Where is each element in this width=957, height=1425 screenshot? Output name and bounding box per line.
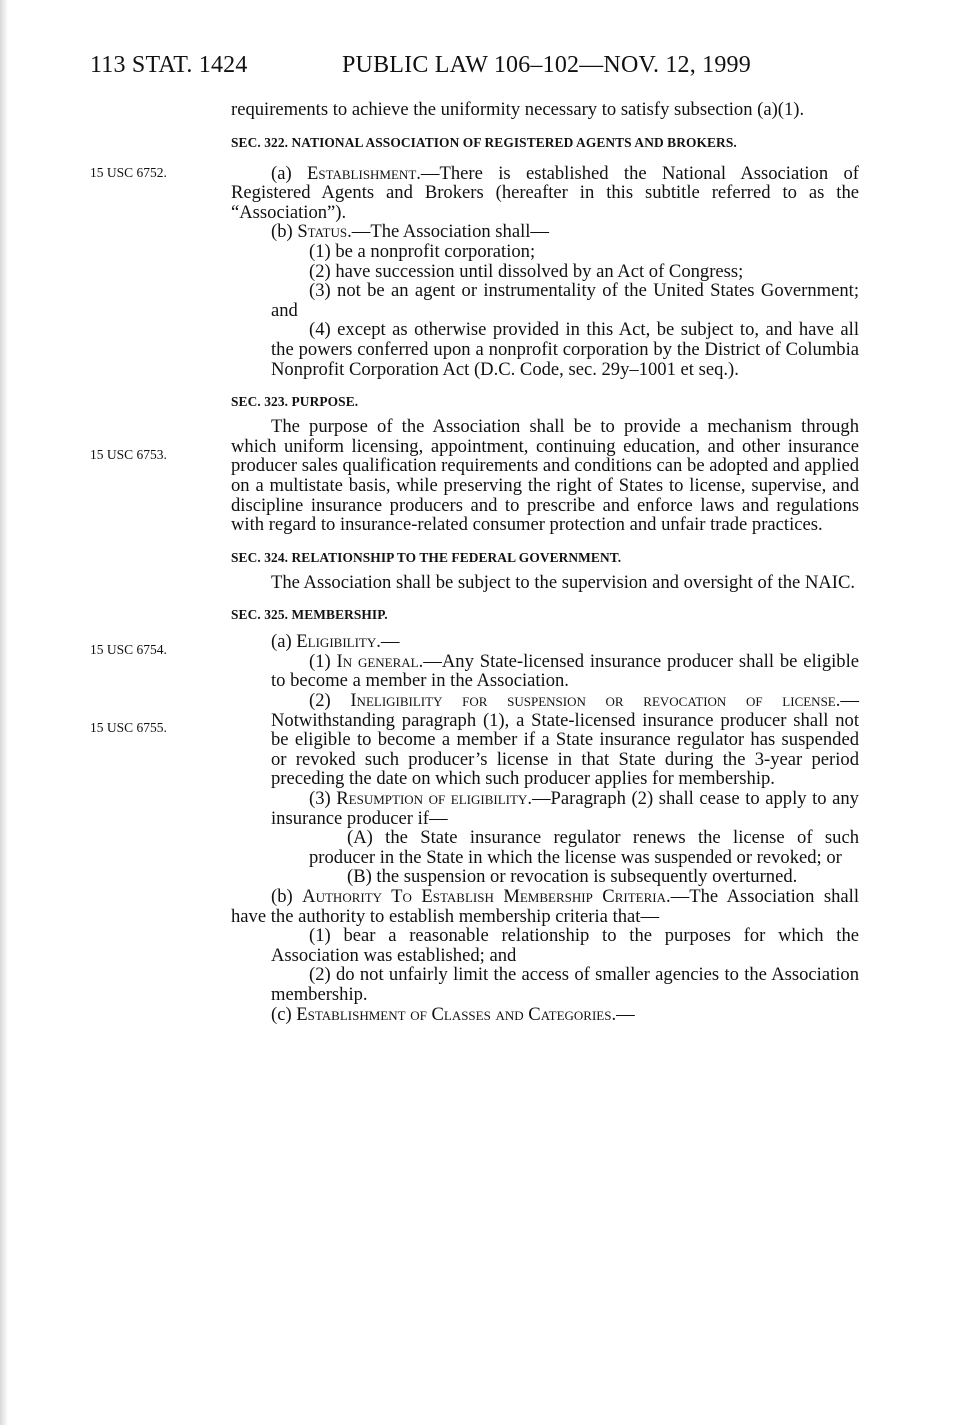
sec322-subsection-b: (b) Status.—The Association shall—	[271, 221, 550, 243]
margin-note-sec324: 15 USC 6754.	[90, 642, 167, 657]
sec325-subsection-a: (a) Eligibility.—	[271, 631, 400, 653]
sec322-b1: (1) be a nonprofit corporation;	[309, 240, 536, 262]
sec323-purpose-text: The purpose of the Association shall be to provide a mechanism through which uniform licensing, appointment, continuing education, and other insurance producer sales qualification requirements and conditions can be adopted and applied on a multistate basis, while preserving the right of States to license, supervise, and discipline insurance producers and to prescribe and enforce laws and regulations with regard to insurance-related consumer protection and unfair trade practices.	[231, 416, 859, 536]
sec322-b3: (3) not be an agent or instrumentality of the United States Government; and	[271, 280, 859, 321]
caption-eligibility: Eligibility	[296, 631, 377, 653]
sec322-subsection-a: (a) Establishment.—There is established the National Association of Registered Agents and Brokers (hereafter in this subtitle referred to as the “Association”).	[231, 162, 859, 223]
sec325-a1: (1) In general.—Any State-licensed insurance producer shall be eligible to become a member in the Association.	[271, 650, 859, 692]
public-law-date: PUBLIC LAW 106–102—NOV. 12, 1999	[342, 52, 751, 78]
caption-classes: Establishment of Classes and Categories	[296, 1003, 612, 1025]
section-324-heading: SEC. 324. RELATIONSHIP TO THE FEDERAL GOVERNMENT.	[231, 549, 622, 565]
sec325-b2: (2) do not unfairly limit the access of smaller agencies to the Association membership.	[271, 964, 859, 1005]
document-body	[231, 100, 859, 1024]
sec325-subsection-c: (c) Establishment of Classes and Categories.—	[271, 1003, 635, 1025]
sec325-a3-A: (A) the State insurance regulator renews the license of such producer in the State in which the license was suspended or revoked; or	[309, 827, 859, 868]
margin-note-sec323: 15 USC 6753.	[90, 447, 167, 462]
caption-ineligibility: Ineligibility for suspension or revocation of license	[350, 690, 836, 712]
sec325-a3: (3) Resumption of eligibility.—Paragraph (2) shall cease to apply to any insurance producer if—	[271, 788, 859, 829]
caption-resumption: Resumption of eligibility	[336, 788, 528, 810]
margin-note-sec325: 15 USC 6755.	[90, 720, 167, 735]
sec322-b2: (2) have succession until dissolved by an Act of Congress;	[309, 260, 744, 282]
caption-establishment: Establishment	[307, 162, 417, 184]
caption-status: Status	[297, 221, 348, 243]
caption-authority: Authority To Establish Membership Criteria	[302, 886, 666, 907]
sec322-b4: (4) except as otherwise provided in this Act, be subject to, and have all the powers conferred upon a nonprofit corporation by the District of Columbia Nonprofit Corporation Act (D.C. Code, sec. 29y–1001 et seq.).	[271, 319, 859, 380]
page-edge-shadow	[0, 0, 8, 1425]
sec325-subsection-b: (b) Authority To Establish Membership Criteria.—The Association shall have the authority to establish membership criteria that—	[231, 886, 859, 927]
sec325-a3-B: (B) the suspension or revocation is subsequently overturned.	[347, 866, 798, 888]
sec325-b1: (1) bear a reasonable relationship to the purposes for which the Association was established; and	[271, 925, 859, 966]
section-323-heading: SEC. 323. PURPOSE.	[231, 394, 359, 410]
carryover-paragraph: requirements to achieve the uniformity necessary to satisfy subsection (a)(1).	[231, 99, 805, 120]
statute-citation: 113 STAT. 1424	[90, 52, 248, 78]
margin-note-sec322: 15 USC 6752.	[90, 165, 167, 180]
section-322-heading: SEC. 322. NATIONAL ASSOCIATION OF REGISTERED AGENTS AND BROKERS.	[231, 134, 737, 150]
sec325-a2: (2) Ineligibility for suspension or revocation of license.—Notwithstanding paragraph (1), a State-licensed insurance producer shall not be eligible to become a member if a State insurance regulator has suspended or revoked such producer’s license in that State during the 3-year period preceding the date on which such producer applies for membership.	[271, 690, 859, 790]
sec324-text: The Association shall be subject to the supervision and oversight of the NAIC.	[271, 571, 856, 593]
caption-in-general: In general	[336, 650, 419, 672]
section-325-heading: SEC. 325. MEMBERSHIP.	[231, 607, 388, 623]
running-header	[90, 52, 890, 86]
